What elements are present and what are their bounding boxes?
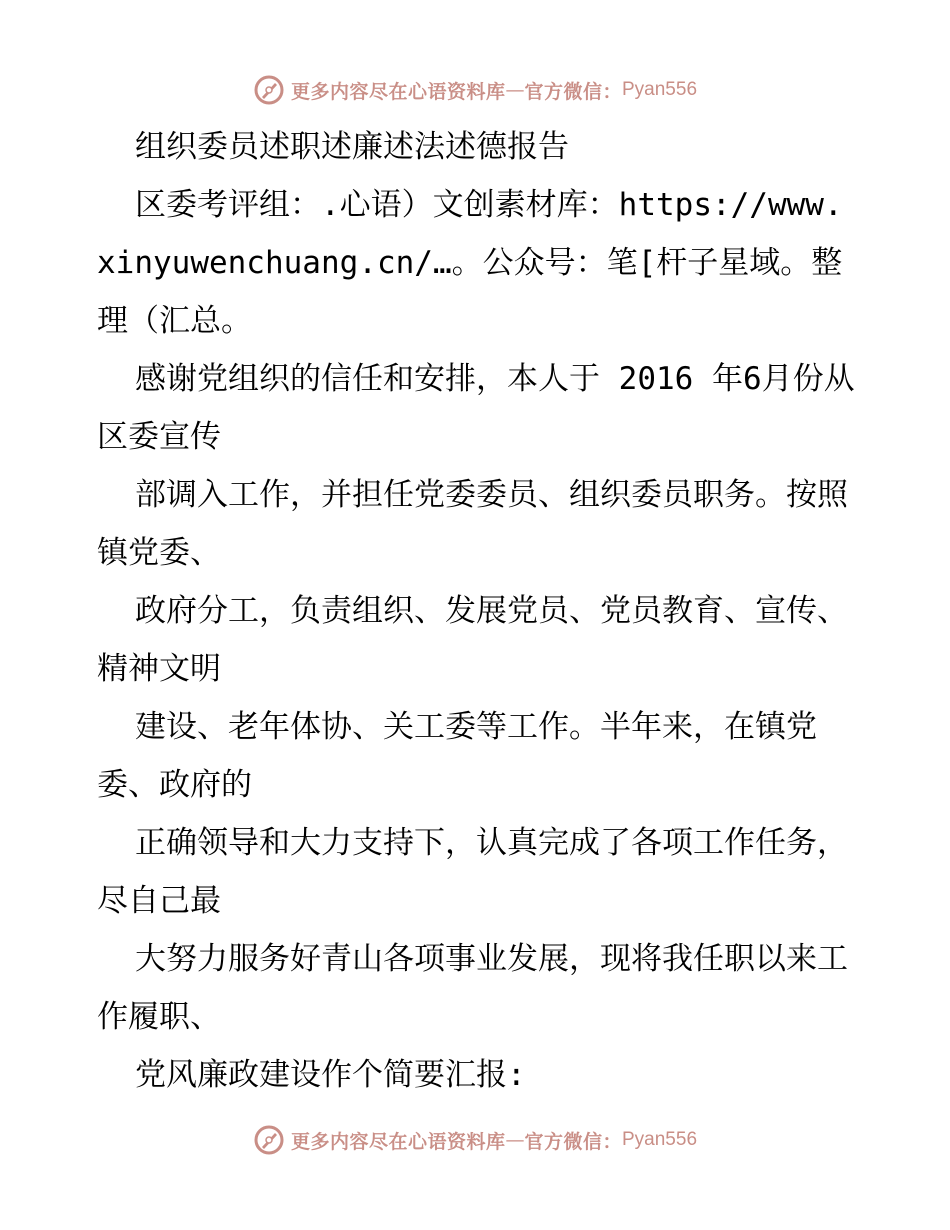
paragraph: 区委考评组：.心语）文创素材库：https://www.xinyuwenchuang.cn/…。公众号：笔[杆子星域。整理（汇总。 xyxy=(97,187,843,339)
document-title: 组织委员述职述廉述法述德报告 xyxy=(135,129,569,165)
paragraph: 建设、老年体协、关工委等工作。半年来，在镇党委、政府的 xyxy=(97,709,817,803)
banner-main-text: 更多内容尽在心语资料库 xyxy=(290,1130,506,1153)
banner-suffix-text: 官方微信： xyxy=(524,80,622,103)
quill-circle-icon xyxy=(253,1124,285,1156)
banner-wechat-id: Pyan556 xyxy=(622,1129,698,1150)
footer-watermark-banner xyxy=(0,1120,950,1160)
banner-main-text: 更多内容尽在心语资料库 xyxy=(290,80,506,103)
paragraph: 党风廉政建设作个简要汇报: xyxy=(135,1057,526,1093)
document-body xyxy=(97,118,857,1104)
paragraph: 政府分工，负责组织、发展党员、党员教育、宣传、精神文明 xyxy=(97,593,848,687)
paragraph: 部调入工作，并担任党委委员、组织委员职务。按照镇党委、 xyxy=(97,477,848,571)
banner-dash: — xyxy=(505,1129,525,1151)
paragraph: 大努力服务好青山各项事业发展，现将我任职以来工作履职、 xyxy=(97,941,848,1035)
banner-wechat-id: Pyan556 xyxy=(622,79,698,100)
quill-circle-icon xyxy=(253,74,285,106)
banner-dash: — xyxy=(505,79,525,101)
paragraph: 感谢党组织的信任和安排，本人于 2016 年6月份从区委宣传 xyxy=(97,361,855,455)
header-watermark-banner xyxy=(0,70,950,110)
paragraph: 正确领导和大力支持下，认真完成了各项工作任务，尽自己最 xyxy=(97,825,848,919)
banner-suffix-text: 官方微信： xyxy=(524,1130,622,1153)
